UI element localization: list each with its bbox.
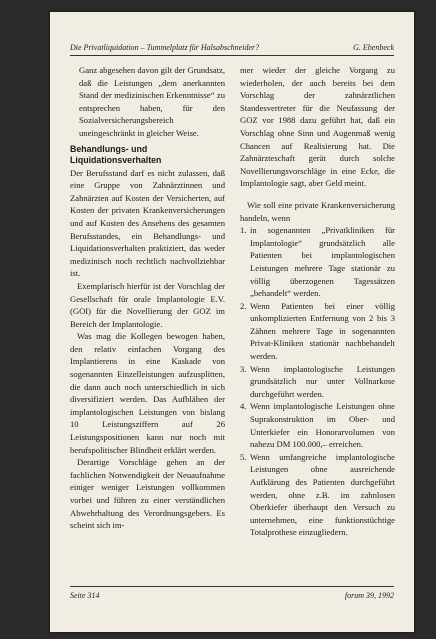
body-paragraph: Wie soll eine private Krankenversicherung handeln, wenn: [240, 199, 395, 223]
header-author: G. Ebenbeck: [353, 43, 394, 52]
list-item: [240, 300, 395, 363]
numbered-list: [240, 224, 395, 539]
list-number: 3.: [240, 363, 247, 374]
list-number: 2.: [240, 300, 247, 311]
body-paragraph: Was mag die Kollegen bewogen haben, den relativ einfachen Vorgang des Implantierens in eine Kaskade von sogenannten Einzelleistungen aufzusplitten, die dann auch noch unterschiedlich in sich diversifiziert werden. Das Aufblähen der implantologischen Leistungen von bislang 10 Leistungsziffern auf 26 Leistungspositionen kann nur noch mit berufspolitischer Blindheit erklärt werden.: [70, 331, 225, 455]
body-paragraph: Der Berufsstand darf es nicht zulassen, daß eine Gruppe von Zahnärztinnen und Zahnärzten auf Kosten der Versicherten, auf Kosten der privaten Krankenversicherungen und auf Kosten des Ansehens des gesamten Berufsstandes, ein Behandlungs- und Liquidationsverhalten praktiziert, das weder medizinisch noch rechtlich nachvollziehbar ist.: [70, 167, 225, 279]
body-paragraph: Derartige Vorschläge gehen an der fachlichen Notwendigkeit der Neuaufnahme einiger weniger Leistungen vollkommen vorbei und führen zu einer verständlichen Abwehrhaltung des Verordnungsgebers. Es scheint sich im-: [70, 457, 225, 531]
paragraph-gap: [240, 190, 395, 199]
list-number: 1.: [240, 225, 247, 236]
footer-rule: [70, 586, 394, 587]
list-item: [240, 400, 395, 450]
list-text: in sogenannten „Privatkliniken für Implantologie“ grundsätzlich alle Patienten bei implantologischen Leistungen mehrere Tage stationär zu völlig überzogenen Tagessätzen „behandelt“ werden.: [250, 225, 395, 299]
list-text: Wenn umfangreiche implantologische Leistungen ohne ausreichende Aufklärung des Patienten durchgeführt werden, ohne z.B. im zahnlosen Oberkiefer überhaupt den Versuch zu unternehmen, eine funktionstüchtige Totalprothese einzugliedern.: [250, 451, 395, 538]
journal-issue: forum 39, 1992: [344, 591, 394, 600]
document-page: [50, 12, 414, 632]
left-column: [70, 64, 225, 532]
body-paragraph: mer wieder der gleiche Vorgang zu wiederholen, der auch bereits bei dem Vorschlag der zahnärztlichen Standesvertreter für die Neufassung der GOZ vor 1988 dazu geführt hat, daß ein Vorschlag ohne Sinn und Augenmaß wenig Chancen auf Realisierung hat. Die Zahnärzteschaft gerät durch solche Novellierungsvorschläge in eine Ecke, die Implantologie sagt, aber Geld meint.: [240, 65, 395, 189]
header-title: Die Privatliquidation – Tummelplatz für Halsabschneider?: [70, 43, 260, 52]
body-paragraph: Exemplarisch hierfür ist der Vorschlag der Gesellschaft für orale Implantologie E.V. (GOI) für die Novellierung der GOZ im Bereich der Implantologie.: [70, 280, 225, 329]
list-text: Wenn implantologische Leistungen ohne Suprakonstruktion im Ober- und Unterkiefer ein Honorarvolumen von nahezu DM 100.000,– erreichen.: [250, 401, 395, 450]
list-number: 4.: [240, 401, 247, 412]
running-header: [70, 43, 394, 52]
running-footer: [70, 591, 394, 600]
list-text: Wenn Patienten bei einer völlig unkomplizierten Entfernung von 2 bis 3 Zähnen mehrere Tage in sogenannten Privat-Kliniken stationär nachbehandelt werden.: [250, 300, 395, 362]
intro-paragraph: Ganz abgesehen davon gilt der Grundsatz, daß die Leistungen „dem anerkannten Stand der medizinischen Erkenntnisse“ zu entsprechen haben, für den Sozialversicherungsbereich uneingeschränkt in gleicher Weise.: [79, 65, 225, 138]
list-text: Wenn implantologische Leistungen grundsätzlich nur unter Vollnarkose durchgeführt werden.: [250, 363, 395, 399]
page-number: Seite 314: [70, 591, 100, 600]
section-heading: Behandlungs- und Liquidationsverhalten: [70, 143, 162, 165]
header-rule: [70, 55, 394, 56]
list-number: 5.: [240, 451, 247, 462]
right-column: [240, 64, 395, 539]
list-item: [240, 451, 395, 539]
list-item: [240, 363, 395, 401]
list-item: [240, 224, 395, 300]
